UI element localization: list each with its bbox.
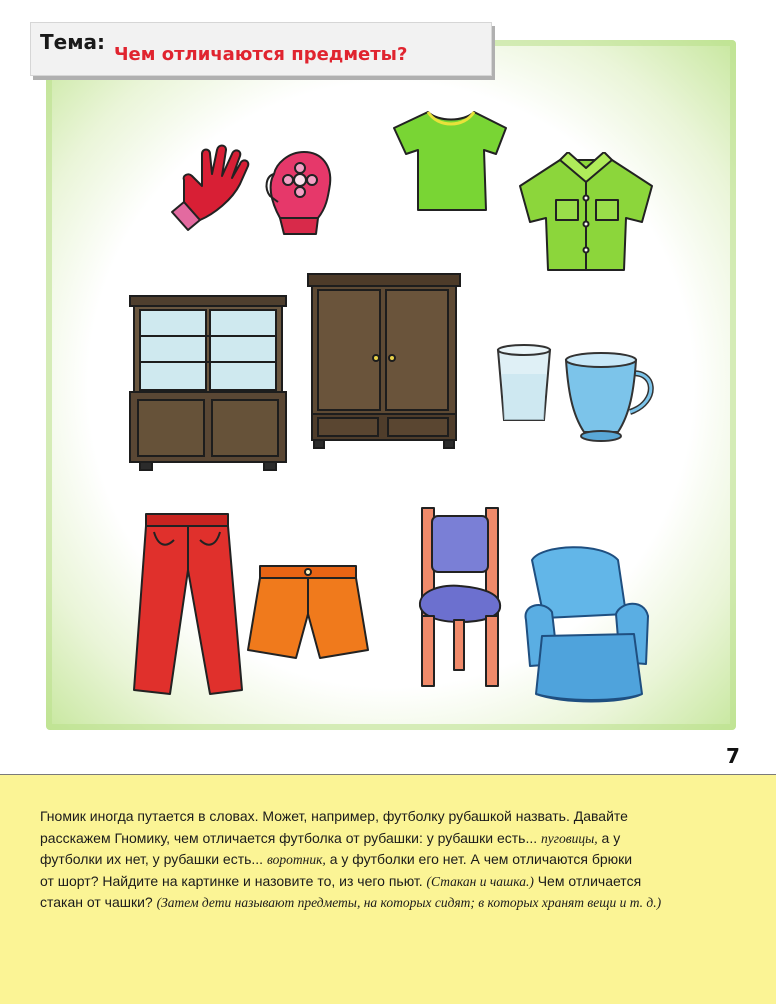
task-line-3a: футболки их нет, у рубашки есть... <box>40 851 264 867</box>
chair-image <box>410 504 508 692</box>
task-line-4 <box>40 871 750 893</box>
task-line-1 <box>40 806 750 828</box>
task-line-5 <box>40 892 750 914</box>
task-line-5a: стакан от чашки? <box>40 894 153 910</box>
task-text <box>40 806 750 914</box>
task-line-4a: от шорт? Найдите на картинке и назовите то, из чего пьют. <box>40 872 423 889</box>
task-line-2c: а у <box>601 829 621 846</box>
gloves-image <box>162 140 254 232</box>
task-note-continuation: (Затем дети называют предметы, на которых сидят; в которых хранят вещи и т. д.) <box>156 895 662 910</box>
task-line-3 <box>40 849 750 871</box>
glass-image <box>494 344 554 424</box>
cup-image <box>560 350 660 446</box>
page-number: 7 <box>726 744 740 768</box>
task-line-4c: Чем отличается <box>537 872 642 889</box>
shorts-image <box>244 562 372 662</box>
theme-label: Тема: <box>40 30 106 54</box>
task-line-2a: расскажем Гномику, чем отличается футболка от рубашки: у рубашки есть... <box>40 829 538 846</box>
theme-title: Чем отличаются предметы? <box>114 44 408 65</box>
task-line-2 <box>40 828 750 850</box>
mitten-image <box>264 144 340 236</box>
task-answer-collar: воротник, <box>266 852 326 867</box>
task-answer-glass-cup: (Стакан и чашка.) <box>426 873 534 889</box>
task-answer-buttons: пуговицы, <box>541 830 598 846</box>
t-shirt-image <box>388 106 516 214</box>
cupboard-image <box>126 292 290 472</box>
task-line-1-text: Гномик иногда путается в словах. Может, например, футболку рубашкой назвать. Давайте <box>40 808 628 824</box>
task-line-3c: а у футболки его нет. А чем отличаются брюки <box>329 851 633 867</box>
shirt-image <box>514 152 658 276</box>
armchair-image <box>522 544 660 704</box>
wardrobe-image <box>306 272 462 450</box>
trousers-image <box>128 510 246 696</box>
